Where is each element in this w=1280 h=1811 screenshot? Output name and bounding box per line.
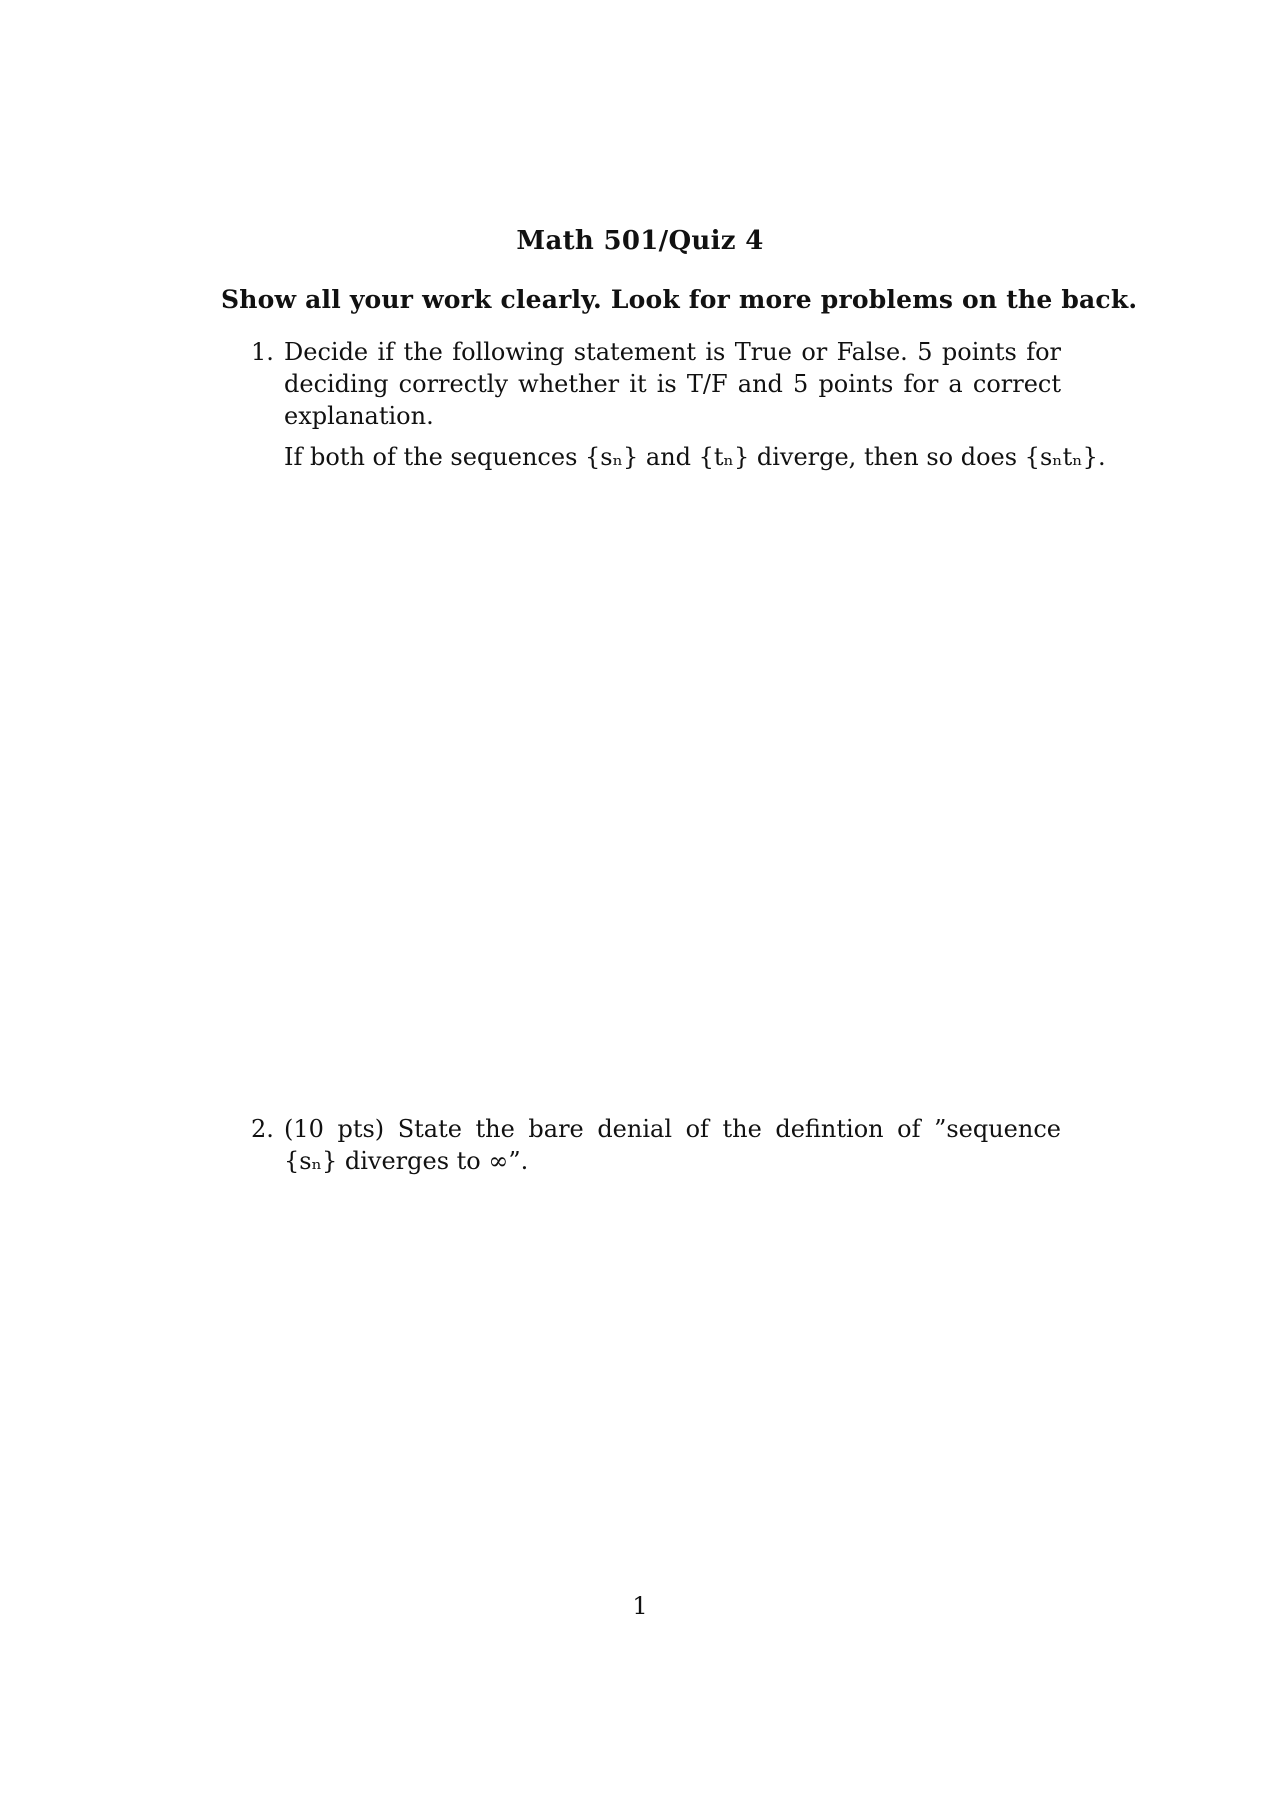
instructions: Show all your work clearly. Look for more problems on the back. [221,285,1138,314]
problem-text: Decide if the following statement is True or False. 5 points for deciding correctly whether it is T/F and 5 points for a correct explanation. [284,338,1061,430]
problem-2 [251,1113,1061,1177]
page-title: Math 501/Quiz 4 [516,226,764,256]
problem-1-statement: If both of the sequences {sₙ} and {tₙ} diverge, then so does {sₙtₙ}. [284,443,1106,471]
problem-text: (10 pts) State the bare denial of the defintion of ”sequence {sₙ} diverges to ∞”. [284,1115,1061,1175]
page-number: 1 [632,1592,648,1620]
problem-number: 1. [251,338,274,366]
problem-1 [251,336,1061,432]
problem-number: 2. [251,1115,274,1143]
